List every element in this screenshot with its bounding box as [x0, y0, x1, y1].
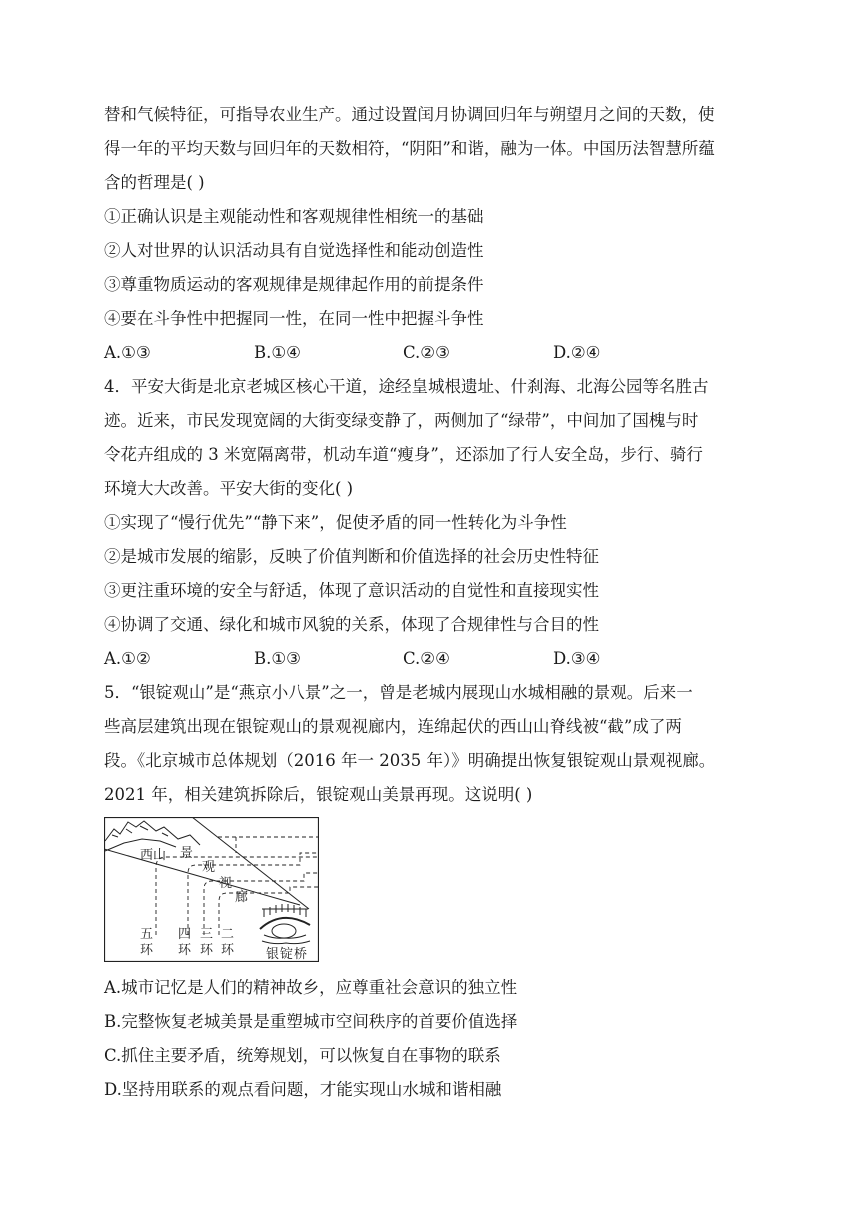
- ring-3-char-1: 三: [200, 927, 214, 942]
- q4-text-line-1: 4．平安大街是北京老城区核心干道，途经皇城根遗址、什刹海、北海公园等名胜古: [104, 377, 709, 396]
- corridor-char-1: 景: [180, 846, 194, 861]
- q4-option-d: D.③④: [553, 649, 601, 668]
- q4-statement-4: ④协调了交通、绿化和城市风貌的关系，体现了合规律性与合目的性: [104, 615, 599, 634]
- corridor-char-2: 观: [202, 860, 216, 875]
- view-corridor-figure: [104, 817, 319, 962]
- bridge-icon: [260, 904, 310, 944]
- q4-text-line-2: 迹。近来，市民发现宽阔的大街变绿变静了，两侧加了“绿带”，中间加了国槐与时: [104, 411, 699, 430]
- q3-statement-1: ①正确认识是主观能动性和客观规律性相统一的基础: [104, 207, 484, 226]
- ring-4-char-1: 四: [178, 927, 192, 942]
- ring-5-char-1: 五: [140, 927, 154, 942]
- ring-3-char-2: 环: [200, 943, 214, 958]
- bridge-char-3: 桥: [294, 947, 308, 962]
- q3-text-line-3: 含的哲理是( ): [104, 173, 205, 192]
- ring-2-char-1: 二: [221, 927, 235, 942]
- corridor-char-4: 廊: [235, 890, 249, 905]
- mountain-label: 西山: [140, 848, 167, 863]
- bridge-char-1: 银: [266, 947, 280, 962]
- q4-text-line-3: 令花卉组成的 3 米宽隔离带，机动车道“瘦身”，还添加了行人安全岛，步行、骑行: [104, 445, 703, 464]
- q4-option-a: A.①②: [104, 649, 151, 668]
- q4-statement-3: ③更注重环境的安全与舒适，体现了意识活动的自觉性和直接现实性: [104, 581, 599, 600]
- q3-option-a: A.①③: [104, 343, 151, 362]
- corridor-char-3: 视: [219, 876, 233, 891]
- q3-option-c: C.②③: [403, 343, 450, 362]
- q3-text-line-1: 替和气候特征，可指导农业生产。通过设置闰月协调回归年与朔望月之间的天数，使: [104, 105, 715, 124]
- q3-text-line-2: 得一年的平均天数与回归年的天数相符，“阴阳”和谐，融为一体。中国历法智慧所蕴: [104, 139, 715, 158]
- q3-statement-3: ③尊重物质运动的客观规律是规律起作用的前提条件: [104, 275, 484, 294]
- q5-option-d: D.坚持用联系的观点看问题，才能实现山水城和谐相融: [104, 1080, 502, 1099]
- q3-option-d: D.②④: [553, 343, 601, 362]
- q5-option-c: C.抓住主要矛盾，统筹规划，可以恢复自在事物的联系: [104, 1046, 501, 1065]
- q5-text-line-1: 5．“银锭观山”是“燕京小八景”之一，曾是老城内展现山水城相融的景观。后来一: [104, 683, 693, 702]
- q5-text-line-3: 段。《北京城市总体规划（2016 年一 2035 年）》明确提出恢复银锭观山景观视廊。: [104, 751, 716, 770]
- ring-2-char-2: 环: [221, 943, 235, 958]
- q5-text-line-4: 2021 年，相关建筑拆除后，银锭观山美景再现。这说明( ): [104, 785, 533, 804]
- q5-option-b: B.完整恢复老城美景是重塑城市空间秩序的首要价值选择: [104, 1012, 518, 1031]
- q4-statement-2: ②是城市发展的缩影，反映了价值判断和价值选择的社会历史性特征: [104, 547, 599, 566]
- q4-option-c: C.②④: [403, 649, 450, 668]
- q5-option-a: A.城市记忆是人们的精神故乡，应尊重社会意识的独立性: [104, 978, 518, 997]
- bridge-char-2: 锭: [280, 947, 294, 962]
- q4-text-line-4: 环境大大改善。平安大街的变化( ): [104, 479, 354, 498]
- ring-4-char-2: 环: [178, 943, 192, 958]
- q5-text-line-2: 些高层建筑出现在银锭观山的景观视廊内，连绵起伏的西山山脊线被“截”成了两: [104, 717, 682, 736]
- ring-5-char-2: 环: [140, 943, 154, 958]
- q3-statement-2: ②人对世界的认识活动具有自觉选择性和能动创造性: [104, 241, 484, 260]
- q4-option-b: B.①③: [254, 649, 301, 668]
- q3-option-b: B.①④: [254, 343, 301, 362]
- q4-statement-1: ①实现了“慢行优先”“静下来”，促使矛盾的同一性转化为斗争性: [104, 513, 567, 532]
- q3-statement-4: ④要在斗争性中把握同一性，在同一性中把握斗争性: [104, 309, 484, 328]
